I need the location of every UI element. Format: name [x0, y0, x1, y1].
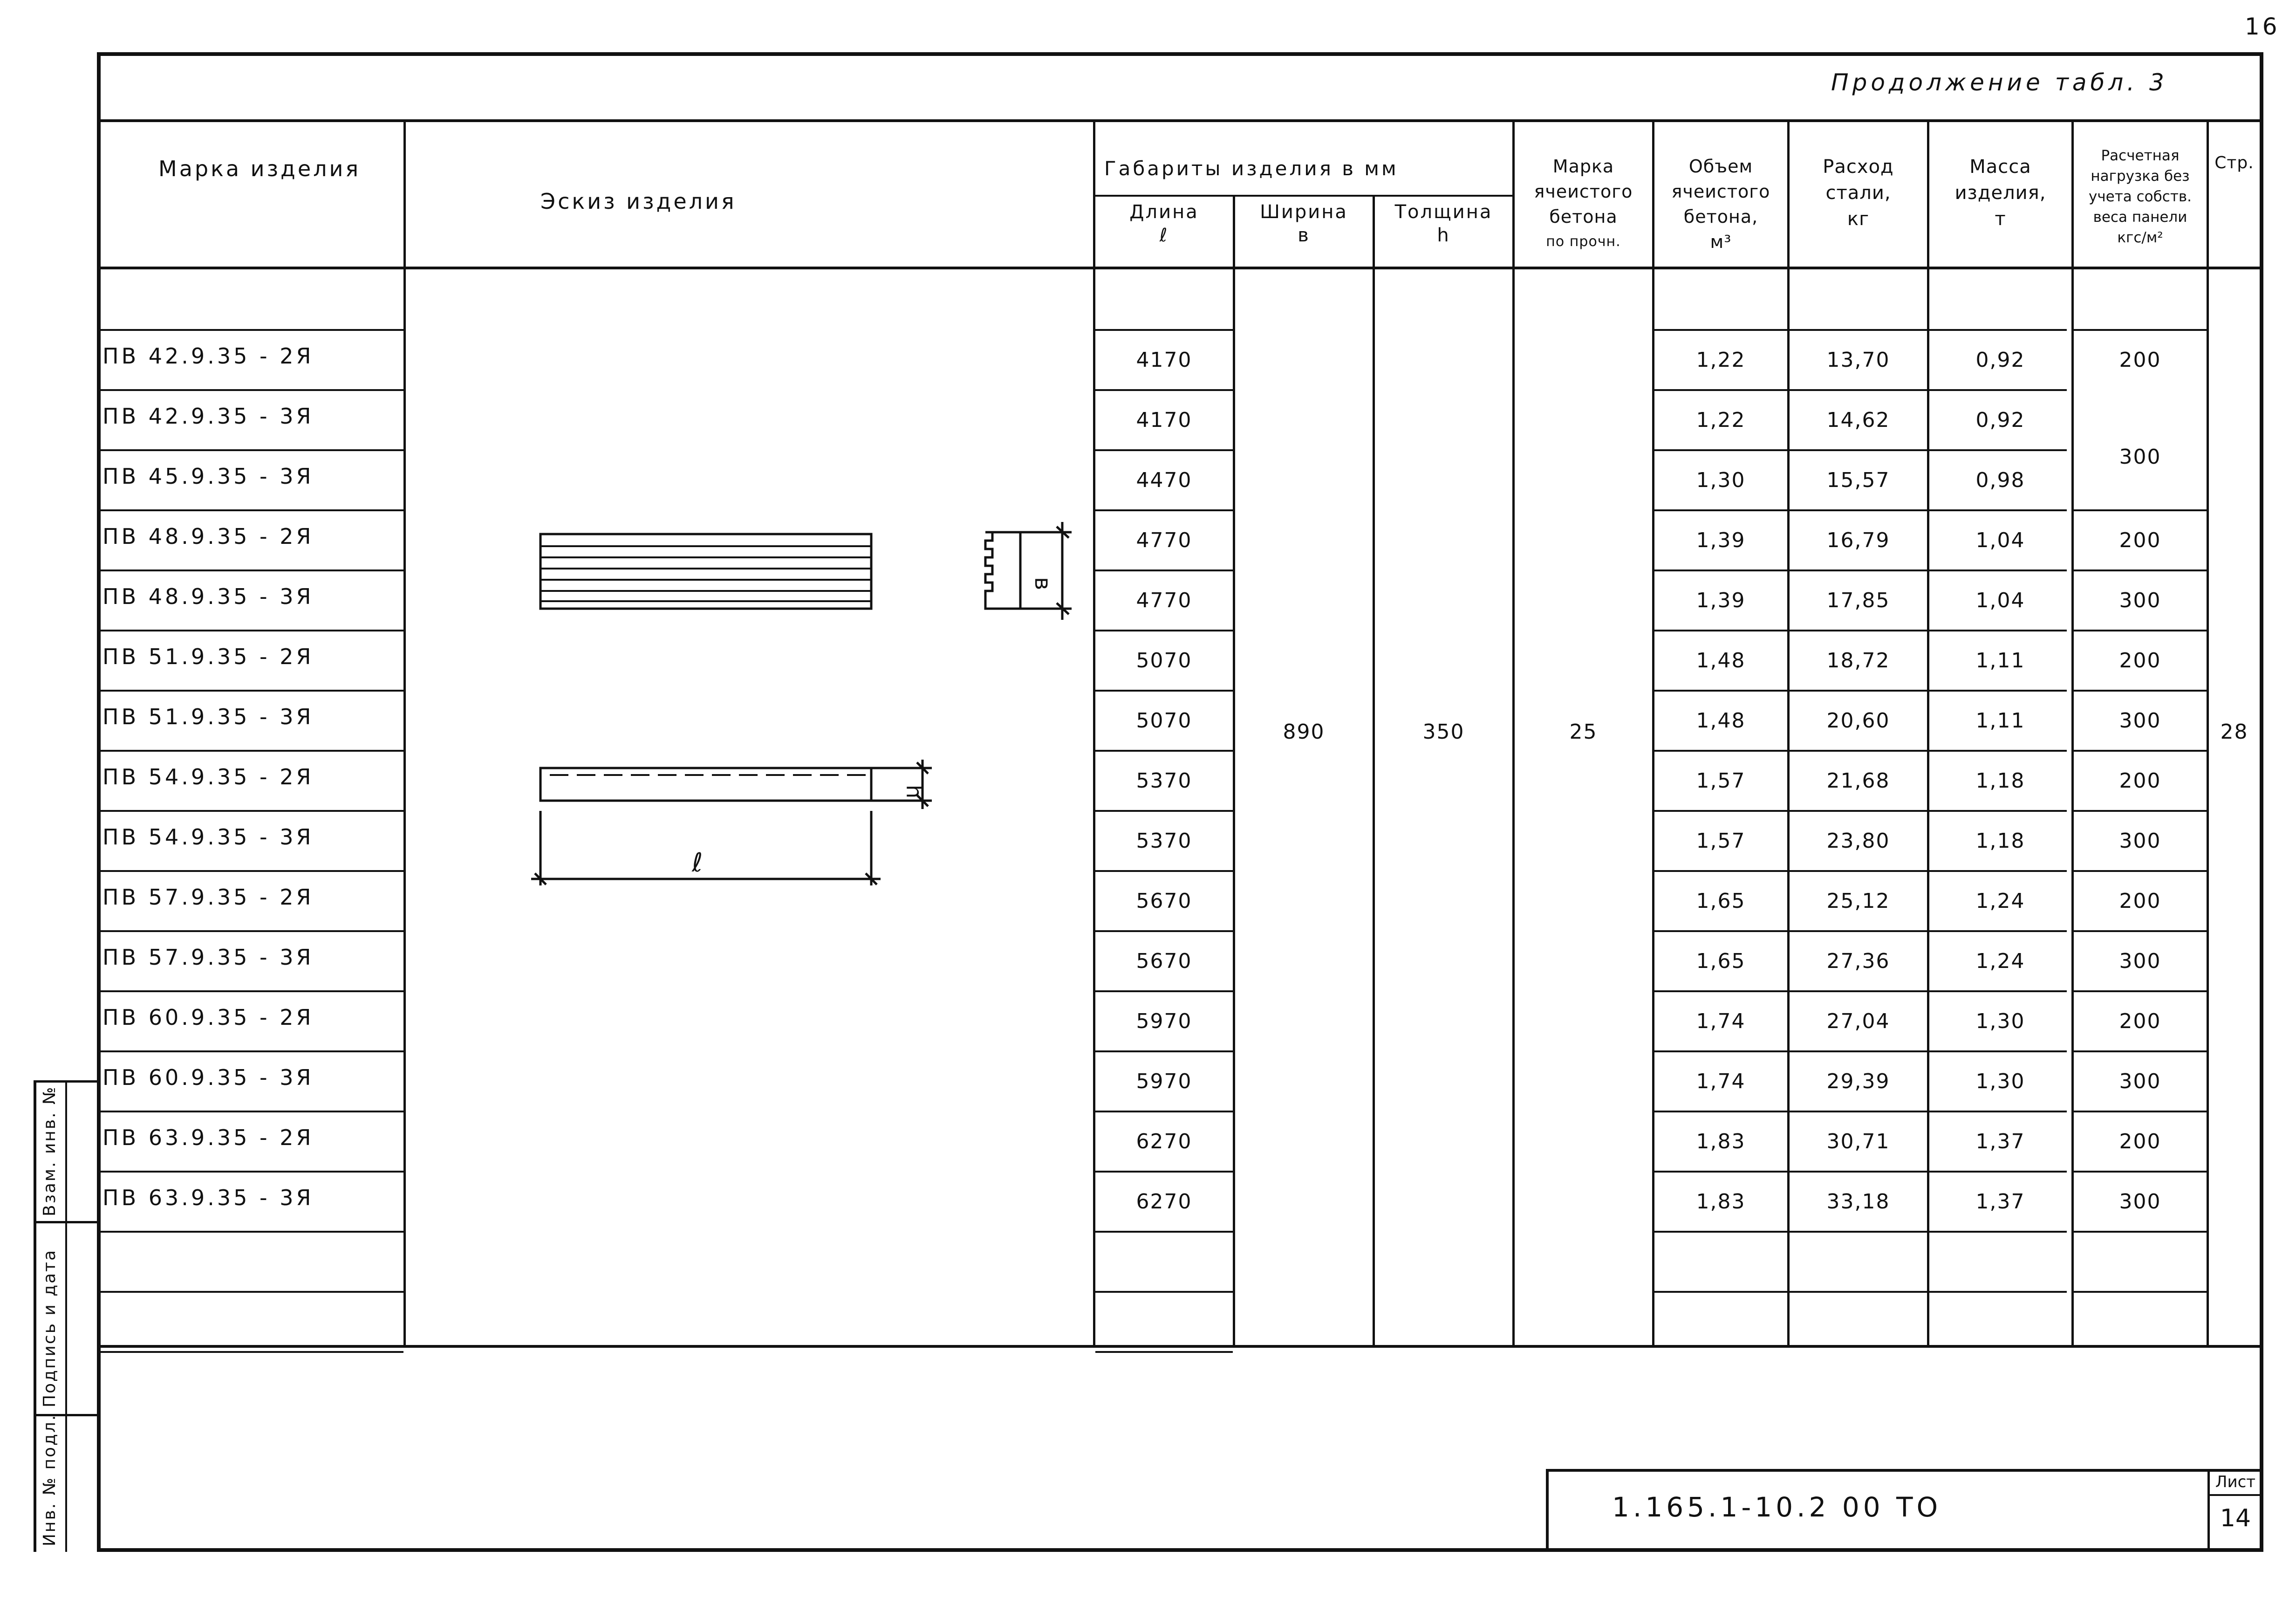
row-mark: ПВ 45.9.35 - 3Я [102, 464, 314, 489]
row-mass: 1,18 [1975, 769, 2025, 793]
row-line-length [1095, 930, 1233, 932]
row-length: 5070 [1136, 649, 1192, 672]
row-length: 6270 [1136, 1130, 1192, 1153]
row-length: 5670 [1136, 889, 1192, 913]
stamp-top [1546, 1469, 2263, 1472]
row-volume: 1,22 [1696, 348, 1746, 372]
row-load: 300 [2119, 589, 2161, 612]
row-load: 300 [2119, 709, 2161, 733]
row-line-load [2074, 870, 2207, 872]
row-line-load [2074, 1111, 2207, 1112]
row-line-length [1095, 449, 1233, 451]
header-sketch: Эскиз изделия [540, 189, 737, 214]
row-line-data [1654, 1111, 2067, 1112]
row-mark: ПВ 48.9.35 - 2Я [102, 524, 314, 549]
row-load: 200 [2119, 1009, 2161, 1033]
row-line-load [2074, 990, 2207, 992]
row-line-mark [97, 690, 403, 692]
row-mass: 1,30 [1975, 1070, 2025, 1093]
row-line-length [1095, 1351, 1233, 1353]
row-length: 5070 [1136, 709, 1192, 733]
row-line-load [2074, 329, 2207, 331]
col-line-6 [1652, 119, 1654, 1348]
header-top-line [97, 119, 2263, 122]
header-length: Длина ℓ [1129, 201, 1199, 246]
col-line-7 [1787, 119, 1790, 1348]
page-number: 16 [2245, 13, 2280, 40]
row-line-mark [97, 870, 403, 872]
row-volume: 1,48 [1696, 709, 1746, 733]
row-load: 200 [2119, 348, 2161, 372]
row-line-data [1654, 1291, 2067, 1293]
table-bottom-line [97, 1345, 2263, 1348]
row-line-data [1654, 1231, 2067, 1233]
row-mass: 0,92 [1975, 408, 2025, 432]
merged-thickness: 350 [1422, 720, 1465, 744]
sketch-label-h: h [902, 785, 927, 799]
header-dims: Габариты изделия в мм [1104, 157, 1399, 180]
row-volume: 1,57 [1696, 769, 1746, 793]
row-length: 5670 [1136, 949, 1192, 973]
row-line-mark [97, 990, 403, 992]
row-mass: 0,98 [1975, 468, 2025, 492]
row-line-load [2074, 810, 2207, 812]
row-mark: ПВ 63.9.35 - 3Я [102, 1185, 314, 1210]
sketch-label-l: ℓ [692, 848, 703, 878]
row-mark: ПВ 51.9.35 - 3Я [102, 704, 314, 729]
header-thickness: Толщина h [1394, 201, 1493, 246]
row-length: 4170 [1136, 348, 1192, 372]
row-mark: ПВ 57.9.35 - 2Я [102, 885, 314, 910]
row-length: 4170 [1136, 408, 1192, 432]
row-length: 4770 [1136, 589, 1192, 612]
row-line-data [1654, 750, 2067, 752]
stamp-sheet-label: Лист [2215, 1473, 2256, 1491]
row-volume: 1,39 [1696, 528, 1746, 552]
row-line-length [1095, 1111, 1233, 1112]
row-mass: 1,30 [1975, 1009, 2025, 1033]
col-line-4 [1373, 195, 1375, 1348]
row-length: 4470 [1136, 468, 1192, 492]
row-steel: 33,18 [1826, 1190, 1890, 1214]
row-steel: 13,70 [1826, 348, 1890, 372]
row-line-data [1654, 870, 2067, 872]
row-mark: ПВ 54.9.35 - 2Я [102, 764, 314, 789]
row-mass: 1,11 [1975, 709, 2025, 733]
row-mass: 1,37 [1975, 1130, 2025, 1153]
row-mass: 1,04 [1975, 528, 2025, 552]
frame-bottom [97, 1548, 2263, 1552]
row-load: 300 [2119, 829, 2161, 853]
stamp-sheet-line [2207, 1494, 2263, 1496]
row-line-data [1654, 690, 2067, 692]
row-length: 5970 [1136, 1070, 1192, 1093]
row-load: 200 [2119, 649, 2161, 672]
row-line-mark [97, 1171, 403, 1173]
row-line-mark [97, 1231, 403, 1233]
row-line-mark [97, 449, 403, 451]
row-line-mark [97, 630, 403, 631]
row-mass: 1,18 [1975, 829, 2025, 853]
row-mass: 0,92 [1975, 348, 2025, 372]
header-mark: Марка изделия [158, 156, 361, 181]
row-steel: 27,04 [1826, 1009, 1890, 1033]
row-line-data [1654, 630, 2067, 631]
row-volume: 1,83 [1696, 1130, 1746, 1153]
merged-concrete: 25 [1569, 720, 1598, 744]
row-mark: ПВ 57.9.35 - 3Я [102, 945, 314, 970]
row-mass: 1,11 [1975, 649, 2025, 672]
side-inv-orig: Инв. № подл. [40, 1413, 59, 1546]
row-volume: 1,74 [1696, 1009, 1746, 1033]
row-line-load [2074, 930, 2207, 932]
frame-left [97, 52, 101, 1552]
row-steel: 17,85 [1826, 589, 1890, 612]
col-line-3 [1233, 195, 1235, 1348]
row-mass: 1,24 [1975, 889, 2025, 913]
row-load: 300 [2119, 1070, 2161, 1093]
row-line-data [1654, 1050, 2067, 1052]
stamp-sheet-no: 14 [2220, 1504, 2251, 1532]
row-line-length [1095, 509, 1233, 511]
row-line-length [1095, 1171, 1233, 1173]
row-mass: 1,04 [1975, 589, 2025, 612]
row-line-length [1095, 329, 1233, 331]
row-mass: 1,24 [1975, 949, 2025, 973]
row-volume: 1,48 [1696, 649, 1746, 672]
row-line-load [2074, 1291, 2207, 1293]
row-line-mark [97, 1291, 403, 1293]
row-line-data [1654, 509, 2067, 511]
row-steel: 21,68 [1826, 769, 1890, 793]
row-length: 6270 [1136, 1190, 1192, 1214]
row-mark: ПВ 60.9.35 - 2Я [102, 1005, 314, 1030]
row-line-length [1095, 1050, 1233, 1052]
row-line-mark [97, 1351, 403, 1353]
row-length: 5970 [1136, 1009, 1192, 1033]
row-load: 200 [2119, 1130, 2161, 1153]
row-steel: 20,60 [1826, 709, 1890, 733]
row-line-data [1654, 389, 2067, 391]
row-line-length [1095, 990, 1233, 992]
stamp-code: 1.165.1-10.2 00 ТО [1612, 1491, 1942, 1523]
continuation-title: Продолжение табл. 3 [1831, 69, 2168, 96]
header-bottom-line [97, 267, 2263, 269]
row-line-data [1654, 810, 2067, 812]
side-replace-inv: Взам. инв. № [40, 1085, 59, 1216]
row-steel: 30,71 [1826, 1130, 1890, 1153]
row-mark: ПВ 42.9.35 - 3Я [102, 404, 314, 429]
row-load: 300 [2119, 949, 2161, 973]
side-strip-left [34, 1080, 36, 1552]
header-width: Ширина в [1260, 201, 1348, 246]
row-mark: ПВ 60.9.35 - 3Я [102, 1065, 314, 1090]
row-volume: 1,65 [1696, 889, 1746, 913]
row-line-mark [97, 750, 403, 752]
row-steel: 16,79 [1826, 528, 1890, 552]
row-volume: 1,57 [1696, 829, 1746, 853]
row-steel: 18,72 [1826, 649, 1890, 672]
side-strip-top [34, 1080, 101, 1083]
row-line-load [2074, 630, 2207, 631]
row-line-load [2074, 1171, 2207, 1173]
header-concrete: Марка ячеистого бетона по прочн. [1534, 156, 1633, 250]
row-line-length [1095, 389, 1233, 391]
row-length: 5370 [1136, 769, 1192, 793]
col-line-9 [2071, 119, 2074, 1348]
row-line-load [2074, 1231, 2207, 1233]
row-line-data [1654, 1171, 2067, 1173]
row-volume: 1,30 [1696, 468, 1746, 492]
header-steel: Расход стали, кг [1823, 156, 1894, 230]
row-line-length [1095, 1291, 1233, 1293]
side-div-1 [34, 1221, 101, 1223]
row-line-load [2074, 569, 2207, 571]
row-load: 200 [2119, 769, 2161, 793]
row-line-load [2074, 509, 2207, 511]
row-steel: 15,57 [1826, 468, 1890, 492]
row-load: 300 [2119, 1190, 2161, 1214]
row-volume: 1,39 [1696, 589, 1746, 612]
row-line-load [2074, 690, 2207, 692]
col-line-1 [403, 119, 406, 1348]
row-line-load [2074, 1050, 2207, 1052]
side-sign-date: Подпись и дата [40, 1249, 59, 1407]
merged-page: 28 [2220, 720, 2248, 744]
row-line-data [1654, 990, 2067, 992]
row-line-length [1095, 1231, 1233, 1233]
row-steel: 25,12 [1826, 889, 1890, 913]
row-line-mark [97, 569, 403, 571]
row-line-load [2074, 750, 2207, 752]
row-mark: ПВ 42.9.35 - 2Я [102, 343, 314, 369]
row-steel: 29,39 [1826, 1070, 1890, 1093]
row-line-mark [97, 509, 403, 511]
row-length: 5370 [1136, 829, 1192, 853]
row-line-mark [97, 329, 403, 331]
row-line-data [1654, 930, 2067, 932]
merged-width: 890 [1283, 720, 1325, 744]
dims-sub-line [1094, 195, 1513, 197]
frame-right [2260, 52, 2263, 1552]
row-line-mark [97, 1111, 403, 1112]
merged-load-300: 300 [2119, 445, 2161, 469]
sketch-label-b: в [1030, 577, 1056, 590]
row-line-data [1654, 449, 2067, 451]
panel-sketch [512, 513, 1118, 904]
col-line-8 [1927, 119, 1929, 1348]
header-page: Стр. [2214, 153, 2254, 172]
stamp-left [1546, 1469, 1549, 1552]
row-volume: 1,74 [1696, 1070, 1746, 1093]
row-mark: ПВ 63.9.35 - 2Я [102, 1125, 314, 1150]
row-volume: 1,83 [1696, 1190, 1746, 1214]
row-steel: 23,80 [1826, 829, 1890, 853]
row-line-mark [97, 810, 403, 812]
row-length: 4770 [1136, 528, 1192, 552]
row-volume: 1,65 [1696, 949, 1746, 973]
header-volume: Объем ячеистого бетона, м³ [1671, 156, 1770, 252]
row-mark: ПВ 48.9.35 - 3Я [102, 584, 314, 609]
frame-top [97, 52, 2263, 56]
header-load: Расчетная нагрузка без учета собств. веса панели кгс/м² [2089, 147, 2192, 246]
row-mark: ПВ 51.9.35 - 2Я [102, 644, 314, 669]
row-line-mark [97, 389, 403, 391]
row-line-data [1654, 569, 2067, 571]
row-mark: ПВ 54.9.35 - 3Я [102, 824, 314, 850]
row-line-mark [97, 930, 403, 932]
row-line-mark [97, 1050, 403, 1052]
row-load: 200 [2119, 889, 2161, 913]
row-steel: 14,62 [1826, 408, 1890, 432]
row-load: 200 [2119, 528, 2161, 552]
row-volume: 1,22 [1696, 408, 1746, 432]
header-mass: Масса изделия, т [1954, 156, 2046, 230]
row-steel: 27,36 [1826, 949, 1890, 973]
row-mass: 1,37 [1975, 1190, 2025, 1214]
row-line-data [1654, 329, 2067, 331]
side-strip-mid [65, 1080, 67, 1552]
